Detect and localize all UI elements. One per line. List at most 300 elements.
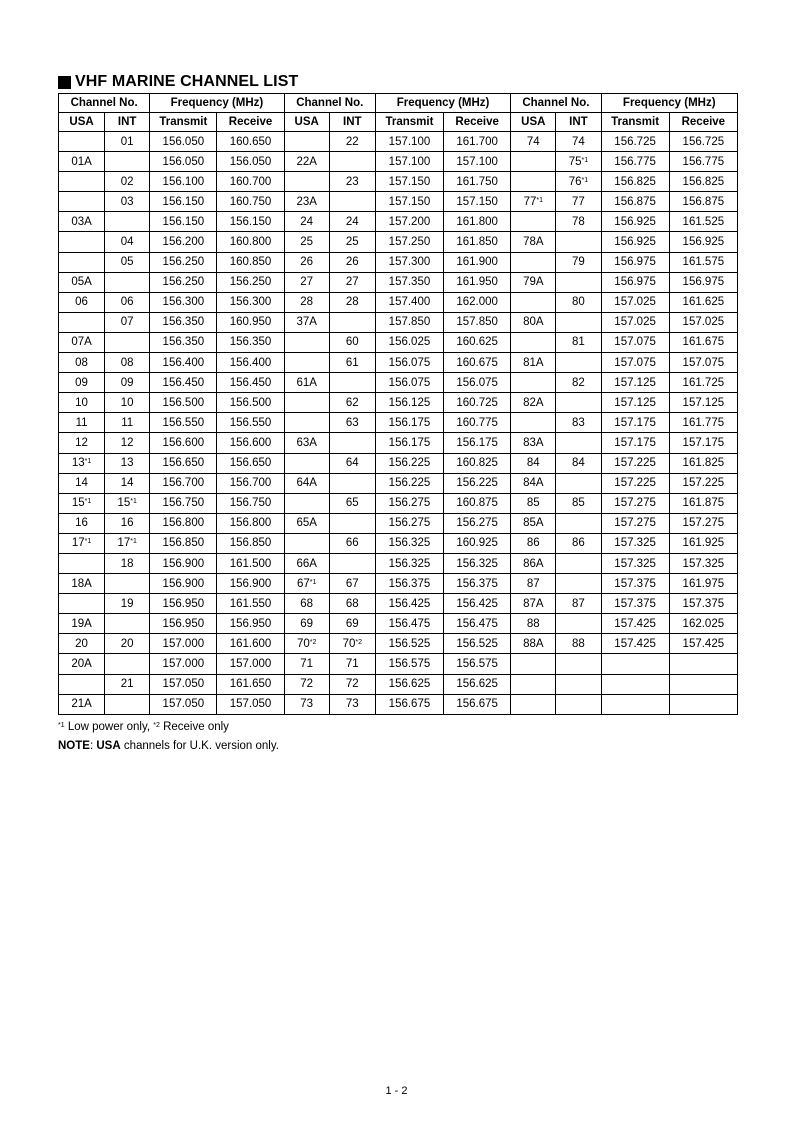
cell-transmit: 157.325: [601, 533, 669, 553]
cell-receive: 156.500: [217, 393, 284, 413]
footnote-marker: *1: [309, 578, 317, 586]
cell-usa: 85A: [511, 513, 556, 533]
cell-int: 61: [329, 353, 375, 373]
cell-receive: 161.600: [217, 634, 284, 654]
cell-transmit: 156.250: [150, 272, 217, 292]
header-int: INT: [105, 113, 150, 132]
cell-usa: [284, 413, 329, 433]
footnote: [58, 721, 229, 733]
table-row: [59, 694, 738, 714]
cell-receive: 156.600: [217, 433, 284, 453]
cell-receive: 161.625: [669, 292, 737, 312]
cell-receive: 156.275: [444, 513, 511, 533]
cell-receive: 157.425: [669, 634, 737, 654]
table-row: [59, 453, 738, 473]
cell-usa: 22A: [284, 152, 329, 172]
cell-transmit: 156.850: [150, 533, 217, 553]
cell-int: 18: [105, 553, 150, 573]
cell-receive: 156.850: [217, 533, 284, 553]
cell-transmit: 156.675: [375, 694, 443, 714]
cell-usa: [284, 493, 329, 513]
cell-int: [105, 614, 150, 634]
cell-receive: 156.325: [444, 553, 511, 573]
cell-transmit: 157.150: [375, 172, 443, 192]
cell-int: 22: [329, 132, 375, 152]
cell-transmit: 157.025: [601, 292, 669, 312]
cell-receive: 161.825: [669, 453, 737, 473]
cell-int: [105, 152, 150, 172]
cell-transmit: 156.450: [150, 373, 217, 393]
cell-receive: 156.675: [444, 694, 511, 714]
cell-int: 75$^{*1}$: [556, 152, 601, 172]
cell-int: [105, 212, 150, 232]
cell-transmit: 156.350: [150, 312, 217, 332]
cell-int: [329, 553, 375, 573]
cell-transmit: 156.950: [150, 594, 217, 614]
cell-usa: 11: [59, 413, 105, 433]
cell-usa: [511, 332, 556, 352]
header-row-columns: [59, 113, 738, 132]
cell-int: 88: [556, 634, 601, 654]
cell-usa: 84: [511, 453, 556, 473]
cell-int: [329, 513, 375, 533]
header-usa: USA: [511, 113, 556, 132]
cell-usa: 87A: [511, 594, 556, 614]
cell-transmit: 157.350: [375, 272, 443, 292]
cell-receive: 157.025: [669, 312, 737, 332]
cell-receive: [669, 694, 737, 714]
footnote-text-2: Receive only: [159, 721, 229, 733]
cell-int: 17$^{*1}$: [105, 533, 150, 553]
footnote-marker: *1: [581, 176, 589, 184]
note-label: NOTE: [58, 740, 90, 752]
cell-int: 65: [329, 493, 375, 513]
cell-transmit: 157.275: [601, 493, 669, 513]
table-row: [59, 332, 738, 352]
cell-transmit: [601, 674, 669, 694]
cell-transmit: 156.300: [150, 292, 217, 312]
cell-transmit: 156.525: [375, 634, 443, 654]
cell-int: 70$^{*2}$: [329, 634, 375, 654]
cell-usa: [284, 353, 329, 373]
table-row: [59, 433, 738, 453]
cell-transmit: 156.250: [150, 252, 217, 272]
cell-receive: 160.675: [444, 353, 511, 373]
cell-transmit: 156.175: [375, 433, 443, 453]
cell-int: [556, 694, 601, 714]
cell-int: 63: [329, 413, 375, 433]
cell-transmit: 156.225: [375, 453, 443, 473]
cell-receive: 156.375: [444, 574, 511, 594]
cell-usa: 67$^{*1}$: [284, 574, 329, 594]
table-row: [59, 533, 738, 553]
cell-receive: 156.950: [217, 614, 284, 634]
cell-usa: 86A: [511, 553, 556, 573]
cell-usa: 79A: [511, 272, 556, 292]
cell-transmit: 157.000: [150, 634, 217, 654]
table-row: [59, 634, 738, 654]
cell-usa: [511, 292, 556, 312]
cell-int: [556, 513, 601, 533]
cell-receive: 160.725: [444, 393, 511, 413]
cell-receive: 161.725: [669, 373, 737, 393]
cell-usa: 85: [511, 493, 556, 513]
cell-receive: 157.000: [217, 654, 284, 674]
cell-receive: 156.425: [444, 594, 511, 614]
cell-usa: 87: [511, 574, 556, 594]
cell-transmit: 156.500: [150, 393, 217, 413]
cell-receive: 156.625: [444, 674, 511, 694]
cell-receive: 156.050: [217, 152, 284, 172]
cell-transmit: 156.025: [375, 332, 443, 352]
cell-int: 27: [329, 272, 375, 292]
cell-int: 87: [556, 594, 601, 614]
header-frequency: Frequency (MHz): [375, 94, 510, 113]
cell-transmit: 156.575: [375, 654, 443, 674]
note: [58, 740, 279, 752]
table-row: [59, 172, 738, 192]
header-channel-no: Channel No.: [284, 94, 375, 113]
table-row: [59, 413, 738, 433]
table-row: [59, 292, 738, 312]
cell-receive: 157.850: [444, 312, 511, 332]
cell-receive: 156.875: [669, 192, 737, 212]
cell-receive: 161.500: [217, 553, 284, 573]
cell-int: [329, 433, 375, 453]
cell-transmit: 156.175: [375, 413, 443, 433]
cell-transmit: 157.075: [601, 353, 669, 373]
cell-receive: 161.850: [444, 232, 511, 252]
cell-usa: 18A: [59, 574, 105, 594]
cell-transmit: 156.975: [601, 272, 669, 292]
cell-receive: 160.775: [444, 413, 511, 433]
cell-transmit: 156.125: [375, 393, 443, 413]
cell-transmit: 157.175: [601, 413, 669, 433]
cell-usa: [511, 252, 556, 272]
cell-usa: 27: [284, 272, 329, 292]
cell-int: 25: [329, 232, 375, 252]
cell-receive: 157.150: [444, 192, 511, 212]
table-row: [59, 272, 738, 292]
cell-int: [329, 473, 375, 493]
cell-receive: 162.000: [444, 292, 511, 312]
cell-usa: 81A: [511, 353, 556, 373]
cell-int: [556, 433, 601, 453]
cell-receive: 156.525: [444, 634, 511, 654]
cell-receive: 156.825: [669, 172, 737, 192]
cell-transmit: 157.050: [150, 694, 217, 714]
cell-receive: [669, 674, 737, 694]
cell-receive: 160.750: [217, 192, 284, 212]
cell-transmit: 157.075: [601, 332, 669, 352]
cell-int: [556, 312, 601, 332]
cell-transmit: 157.375: [601, 594, 669, 614]
cell-usa: [284, 393, 329, 413]
cell-usa: 70$^{*2}$: [284, 634, 329, 654]
cell-usa: 28: [284, 292, 329, 312]
cell-int: 07: [105, 312, 150, 332]
table-row: [59, 232, 738, 252]
cell-receive: 156.250: [217, 272, 284, 292]
cell-int: [556, 654, 601, 674]
cell-int: 83: [556, 413, 601, 433]
cell-int: [105, 654, 150, 674]
cell-usa: [284, 533, 329, 553]
cell-transmit: 156.800: [150, 513, 217, 533]
cell-usa: 73: [284, 694, 329, 714]
cell-usa: 68: [284, 594, 329, 614]
cell-receive: 160.850: [217, 252, 284, 272]
cell-usa: [59, 232, 105, 252]
cell-int: 12: [105, 433, 150, 453]
cell-receive: 162.025: [669, 614, 737, 634]
footnote-marker: *1: [130, 538, 137, 546]
cell-receive: 156.775: [669, 152, 737, 172]
cell-transmit: 156.050: [150, 152, 217, 172]
table-row: [59, 312, 738, 332]
cell-usa: [511, 674, 556, 694]
cell-receive: 161.750: [444, 172, 511, 192]
cell-int: [329, 192, 375, 212]
table-row: [59, 553, 738, 573]
cell-receive: 156.975: [669, 272, 737, 292]
cell-receive: 160.925: [444, 533, 511, 553]
cell-usa: [284, 453, 329, 473]
cell-int: 20: [105, 634, 150, 654]
header-channel-no: Channel No.: [59, 94, 150, 113]
cell-receive: 161.900: [444, 252, 511, 272]
cell-transmit: 157.225: [601, 453, 669, 473]
cell-receive: 160.650: [217, 132, 284, 152]
cell-transmit: 157.225: [601, 473, 669, 493]
cell-receive: 157.175: [669, 433, 737, 453]
cell-transmit: 157.375: [601, 574, 669, 594]
cell-usa: 10: [59, 393, 105, 413]
cell-int: [329, 373, 375, 393]
cell-transmit: [601, 654, 669, 674]
cell-usa: 83A: [511, 433, 556, 453]
cell-transmit: 156.900: [150, 574, 217, 594]
page-title-text: VHF MARINE CHANNEL LIST: [75, 73, 299, 90]
cell-transmit: 157.125: [601, 393, 669, 413]
table-row: [59, 353, 738, 373]
header-frequency: Frequency (MHz): [150, 94, 284, 113]
header-receive: Receive: [444, 113, 511, 132]
cell-transmit: 157.125: [601, 373, 669, 393]
cell-transmit: 157.275: [601, 513, 669, 533]
cell-int: 80: [556, 292, 601, 312]
header-row-groups: [59, 94, 738, 113]
cell-transmit: 156.750: [150, 493, 217, 513]
table-row: [59, 473, 738, 493]
cell-int: 03: [105, 192, 150, 212]
cell-int: 04: [105, 232, 150, 252]
cell-int: [329, 152, 375, 172]
cell-usa: [59, 132, 105, 152]
cell-transmit: 156.150: [150, 192, 217, 212]
cell-transmit: 156.375: [375, 574, 443, 594]
cell-receive: 160.875: [444, 493, 511, 513]
cell-int: [556, 574, 601, 594]
cell-usa: 23A: [284, 192, 329, 212]
cell-usa: 12: [59, 433, 105, 453]
cell-usa: 86: [511, 533, 556, 553]
footnote-text-1: Low power only,: [64, 721, 154, 733]
cell-transmit: 156.200: [150, 232, 217, 252]
channel-table-body: [59, 132, 738, 715]
cell-int: [105, 272, 150, 292]
cell-int: 85: [556, 493, 601, 513]
cell-receive: 161.550: [217, 594, 284, 614]
cell-usa: [59, 312, 105, 332]
cell-receive: 156.800: [217, 513, 284, 533]
cell-transmit: 156.775: [601, 152, 669, 172]
cell-usa: 72: [284, 674, 329, 694]
cell-int: 28: [329, 292, 375, 312]
cell-int: 01: [105, 132, 150, 152]
cell-int: 73: [329, 694, 375, 714]
cell-receive: 157.225: [669, 473, 737, 493]
cell-receive: [669, 654, 737, 674]
note-separator: :: [89, 740, 97, 752]
cell-usa: 17$^{*1}$: [59, 533, 105, 553]
cell-transmit: 157.000: [150, 654, 217, 674]
cell-receive: 160.625: [444, 332, 511, 352]
cell-usa: [511, 694, 556, 714]
cell-usa: 01A: [59, 152, 105, 172]
cell-transmit: 156.975: [601, 252, 669, 272]
cell-int: 06: [105, 292, 150, 312]
cell-receive: 156.400: [217, 353, 284, 373]
header-transmit: Transmit: [150, 113, 217, 132]
footnote-marker: *1: [84, 538, 92, 546]
note-usa: USA: [96, 740, 121, 752]
cell-usa: [511, 152, 556, 172]
cell-transmit: 156.075: [375, 353, 443, 373]
cell-int: [329, 312, 375, 332]
cell-usa: 07A: [59, 332, 105, 352]
cell-transmit: 156.700: [150, 473, 217, 493]
cell-transmit: 156.625: [375, 674, 443, 694]
cell-receive: 157.075: [669, 353, 737, 373]
cell-int: 10: [105, 393, 150, 413]
cell-int: 19: [105, 594, 150, 614]
header-transmit: Transmit: [375, 113, 443, 132]
cell-usa: 20A: [59, 654, 105, 674]
table-row: [59, 393, 738, 413]
cell-transmit: 156.400: [150, 353, 217, 373]
table-row: [59, 373, 738, 393]
cell-receive: 156.175: [444, 433, 511, 453]
page-title: [58, 72, 298, 92]
table-row: [59, 594, 738, 614]
header-transmit: Transmit: [601, 113, 669, 132]
footnote-marker: *1: [581, 156, 589, 164]
cell-usa: 88: [511, 614, 556, 634]
cell-int: [556, 614, 601, 634]
cell-transmit: 156.150: [150, 212, 217, 232]
cell-int: 23: [329, 172, 375, 192]
cell-receive: 156.450: [217, 373, 284, 393]
header-frequency: Frequency (MHz): [601, 94, 738, 113]
cell-int: [556, 473, 601, 493]
header-usa: USA: [59, 113, 105, 132]
cell-int: 11: [105, 413, 150, 433]
cell-usa: 08: [59, 353, 105, 373]
page-number: 1 - 2: [385, 1085, 408, 1097]
cell-receive: 161.975: [669, 574, 737, 594]
cell-usa: 05A: [59, 272, 105, 292]
cell-transmit: 156.325: [375, 553, 443, 573]
cell-transmit: 157.050: [150, 674, 217, 694]
cell-usa: [59, 553, 105, 573]
cell-receive: 157.275: [669, 513, 737, 533]
header-usa: USA: [284, 113, 329, 132]
cell-int: 77: [556, 192, 601, 212]
cell-usa: 16: [59, 513, 105, 533]
cell-int: 68: [329, 594, 375, 614]
cell-receive: 156.300: [217, 292, 284, 312]
header-channel-no: Channel No.: [511, 94, 601, 113]
cell-int: [556, 232, 601, 252]
cell-receive: 161.675: [669, 332, 737, 352]
cell-receive: 157.125: [669, 393, 737, 413]
cell-usa: 78A: [511, 232, 556, 252]
cell-int: [556, 393, 601, 413]
header-receive: Receive: [669, 113, 737, 132]
cell-transmit: 157.025: [601, 312, 669, 332]
cell-usa: 66A: [284, 553, 329, 573]
cell-int: [556, 674, 601, 694]
cell-transmit: 157.250: [375, 232, 443, 252]
cell-usa: [59, 674, 105, 694]
cell-usa: [511, 172, 556, 192]
cell-int: 13: [105, 453, 150, 473]
cell-transmit: [601, 694, 669, 714]
cell-transmit: 157.850: [375, 312, 443, 332]
cell-transmit: 157.425: [601, 634, 669, 654]
cell-int: [556, 353, 601, 373]
cell-receive: 156.925: [669, 232, 737, 252]
cell-receive: 157.325: [669, 553, 737, 573]
cell-transmit: 156.600: [150, 433, 217, 453]
footnote-marker: *1: [84, 458, 92, 466]
cell-usa: 61A: [284, 373, 329, 393]
cell-receive: 156.350: [217, 332, 284, 352]
cell-int: 14: [105, 473, 150, 493]
cell-usa: 13$^{*1}$: [59, 453, 105, 473]
header-int: INT: [556, 113, 601, 132]
cell-int: 60: [329, 332, 375, 352]
cell-transmit: 157.425: [601, 614, 669, 634]
cell-receive: 156.725: [669, 132, 737, 152]
cell-receive: 156.225: [444, 473, 511, 493]
cell-int: 26: [329, 252, 375, 272]
cell-transmit: 156.050: [150, 132, 217, 152]
cell-transmit: 156.225: [375, 473, 443, 493]
cell-receive: 161.575: [669, 252, 737, 272]
cell-transmit: 156.275: [375, 493, 443, 513]
cell-transmit: 157.200: [375, 212, 443, 232]
footnote-marker: *2: [355, 638, 363, 646]
cell-int: 24: [329, 212, 375, 232]
table-row: [59, 132, 738, 152]
cell-usa: 24: [284, 212, 329, 232]
cell-transmit: 156.350: [150, 332, 217, 352]
cell-usa: 25: [284, 232, 329, 252]
cell-receive: 157.375: [669, 594, 737, 614]
cell-usa: 82A: [511, 393, 556, 413]
